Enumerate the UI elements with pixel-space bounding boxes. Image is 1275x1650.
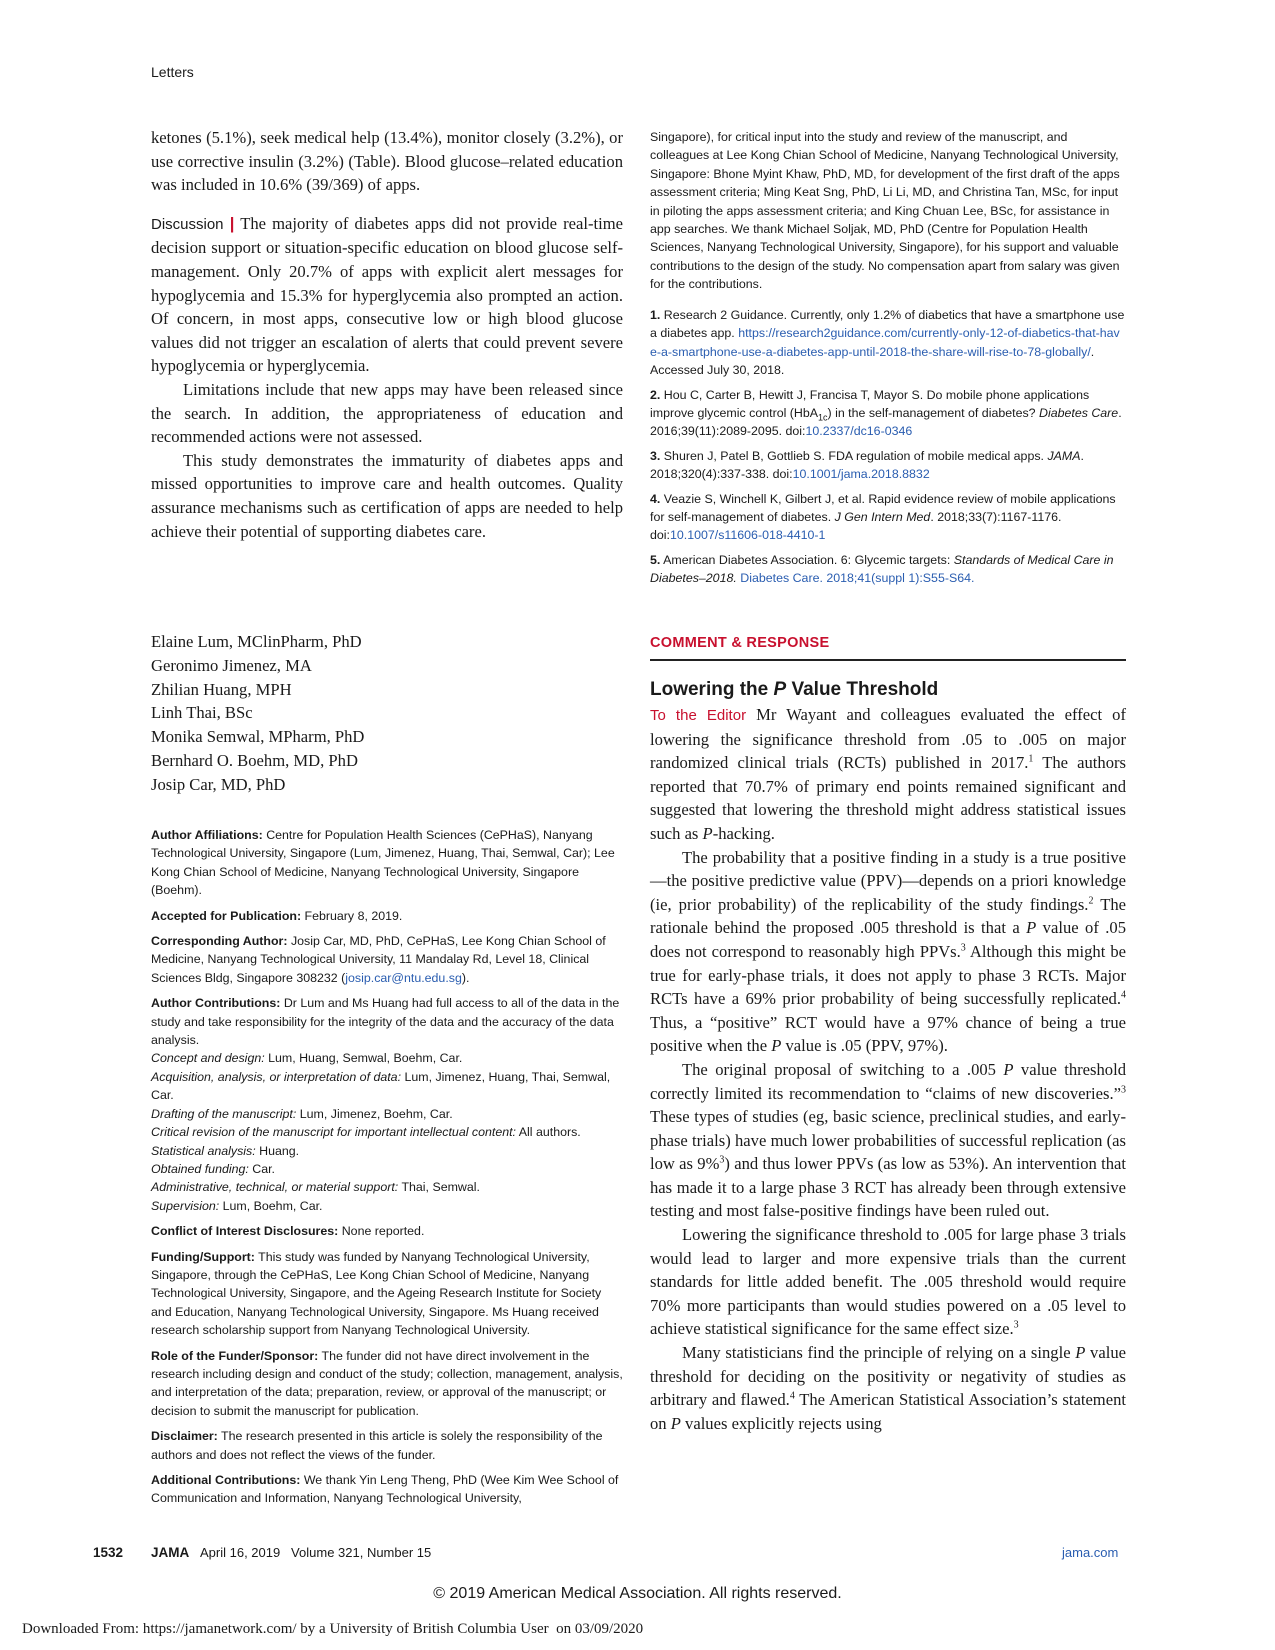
section-rule: [650, 659, 1126, 661]
discussion-text: The majority of diabetes apps did not provide real-time decision support or situation-specific education on blood glucose self-management. Only 20.7% of apps with explicit alert messages for hypoglycemia and 15.3% for hyperglycemia also prompted an action. Of concern, in most apps, consecutive low or high blood glucose values did not trigger an escalation of alerts that could prevent severe hypoglycemia or hyperglycemia.: [151, 213, 623, 376]
paragraph-letter-5: Many statisticians find the principle of relying on a single P value threshold for deciding on the positivity or negativity of studies as arbitrary and flawed.$^4$ The American Statistical Association’s statement on P values explicitly rejects using: [650, 1343, 1126, 1433]
paragraph-letter-1: To the Editor Mr Wayant and colleagues evaluated the effect of lowering the significance threshold from .05 to .005 on major randomized clinical trials (RCTs) published in 2017.$^1$ The authors reported that 70.7% of primary end points remained significant and suggested that lowering the threshold might address statistical issues such as P-hacking.: [650, 705, 1126, 843]
author-name: Josip Car, MD, PhD: [151, 774, 286, 794]
article-title: Lowering the P Value Threshold: [650, 679, 939, 700]
reference-doi-link[interactable]: 10.2337/dc16-0346: [805, 424, 913, 439]
reference-link[interactable]: https://research2guidance.com/currently-only-12-of-diabetics-that-have-a-smartphone-use-a-diabetes-app-until-2018-the-share-will-rise-to-78-globally/: [650, 326, 1120, 359]
right-top: [650, 128, 1126, 301]
accepted-for-publication: Accepted for Publication: February 8, 2019.: [151, 908, 403, 923]
left-body: [151, 126, 623, 543]
corresponding-author: Corresponding Author: Josip Car, MD, PhD, CePHaS, Lee Kong Chian School of Medicine, Nanyang Technological University, 11 Mandalay Rd, Level 18, Clinical Sciences Bldg, Singapore 308232 (josip.car@ntu.edu.sg).: [151, 934, 606, 985]
additional-contributions: Additional Contributions: We thank Yin Leng Theng, PhD (Wee Kim Wee School of Communication and Information, Nanyang Technological University,: [151, 1473, 619, 1506]
reference-item: 5. American Diabetes Association. 6: Glycemic targets: Standards of Medical Care in Diabetes–2018. Diabetes Care. 2018;41(suppl 1):S55-S64.: [650, 552, 1114, 586]
section-label: Letters: [151, 64, 194, 80]
discussion-separator: |: [229, 213, 235, 233]
comment-response-heading: COMMENT & RESPONSE: [650, 635, 830, 651]
article-information: [151, 826, 623, 1515]
conflict-of-interest: Conflict of Interest Disclosures: None reported.: [151, 1224, 425, 1239]
right-body: [650, 703, 1126, 1435]
reference-doi-link[interactable]: 10.1007/s11606-018-4410-1: [669, 528, 826, 543]
reference-doi-link[interactable]: 10.1001/jama.2018.8832: [792, 467, 930, 482]
paragraph-letter-3: The original proposal of switching to a .005 P value threshold correctly limited its recommendation to “claims of new discoveries.”$^3$ These types of studies (eg, basic science, preclinical studies, and early-phase trials) have much lower probabilities of successful replication (as low as 9%$^3$) and thus lower PPVs (as low as 53%). An intervention that has made it to a large phase 3 RCT has already been through extensive testing and most false-positive findings have been ruled out.: [650, 1059, 1126, 1221]
page-number: 1532: [93, 1545, 124, 1560]
issue-info: April 16, 2019 Volume 321, Number 15: [200, 1545, 432, 1560]
paragraph-results-end: ketones (5.1%), seek medical help (13.4%), monitor closely (3.2%), or use corrective insulin (3.2%) (Table). Blood glucose–related education was included in 10.6% (39/369) of apps.: [151, 128, 623, 195]
author-affiliations: Author Affiliations: Centre for Population Health Sciences (CePHaS), Nanyang Technological University, Singapore (Lum, Jimenez, Huang, Thai, Semwal, Car); Lee Kong Chian School of Medicine, Nanyang Technological University, Singapore (Boehm).: [151, 828, 615, 898]
author-list: [151, 630, 623, 797]
reference-item: 3. Shuren J, Patel B, Gottlieb S. FDA regulation of mobile medical apps. JAMA. 2018;320(4):337-338. doi:10.1001/jama.2018.8832: [650, 448, 1084, 482]
paragraph-limitations: Limitations include that new apps may have been released since the search. In addition, the appropriateness of education and recommended actions were not assessed.: [151, 379, 623, 447]
reference-item: 2. Hou C, Carter B, Hewitt J, Francisa T, Mayor S. Do mobile phone applications improve glycemic control (HbA$_{1c}$) in the self-management of diabetes? Diabetes Care. 2016;39(11):2089-2095. doi:10.2337/dc16-0346: [650, 387, 1122, 439]
author-name: Linh Thai, BSc: [151, 703, 253, 723]
journal-site-link[interactable]: jama.com: [1062, 1545, 1119, 1560]
paragraph-conclusion: This study demonstrates the immaturity of diabetes apps and missed opportunities to improve care and health outcomes. Quality assurance mechanisms such as certification of apps are needed to help achieve their potential of supporting diabetes care.: [151, 450, 623, 541]
author-name: Geronimo Jimenez, MA: [151, 655, 312, 675]
reference-item: 4. Veazie S, Winchell K, Gilbert J, et al. Rapid evidence review of mobile applications for self-management of diabetes. J Gen Intern Med. 2018;33(7):1167-1176. doi:10.1007/s11606-018-4410-1: [650, 491, 1116, 543]
download-note: Downloaded From: https://jamanetwork.com/ by a University of British Columbia User on 03/09/2020: [22, 1621, 644, 1637]
discussion-label: Discussion: [151, 215, 224, 233]
reference-list: [650, 306, 1126, 594]
journal-name: JAMA: [151, 1545, 190, 1560]
copyright-notice: © 2019 American Medical Association. All rights reserved.: [433, 1585, 842, 1602]
paragraph-letter-4: Lowering the significance threshold to .005 for large phase 3 trials would lead to larger and more expensive trials than the current standards for little added benefit. The .005 threshold would require 70% more participants than would studies powered on a .05 level to achieve statistical significance for the same effect size.$^3$: [650, 1225, 1126, 1339]
paragraph-letter-2: The probability that a positive finding in a study is a true positive—the positive predictive value (PPV)—depends on a priori knowledge (ie, prior probability) of the replicability of the study findings.$^2$ The rationale behind the proposed .005 threshold is that a P value of .05 does not correspond to reasonably high PPVs.$^3$ Although this might be true for early-phase trials, it does not apply to phase 3 RCTs. Major RCTs have a 69% prior probability of being successfully replicated.$^4$ Thus, a “positive” RCT would have a 97% chance of being a true positive when the P value is .05 (PPV, 97%).: [650, 847, 1126, 1056]
additional-contributions-continued: Singapore), for critical input into the study and review of the manuscript, and colleagues at Lee Kong Chian School of Medicine, Nanyang Technological University, Singapore: Bhone Myint Khaw, PhD, MD, for development of the first draft of the apps assessment criteria; Ming Keat Sng, PhD, Li Li, MD, and Christina Tan, MSc, for input in piloting the apps assessment criteria; and King Chuan Lee, BSc, for assistance in app searches. We thank Michael Soljak, MD, PhD (Centre for Population Health Sciences, Nanyang Technological University, Singapore), for his support and valuable contributions to the design of the study. No compensation apart from salary was given for the contributions.: [650, 130, 1120, 292]
reference-item: 1. Research 2 Guidance. Currently, only 1.2% of diabetics that have a smartphone use a diabetes app. https://research2guidance.com/currently-only-12-of-diabetics-that-have-a-smartphone-use-a-diabetes-app-until-2018-the-share-will-rise-to-78-globally/. Accessed July 30, 2018.: [650, 308, 1125, 378]
author-name: Monika Semwal, MPharm, PhD: [151, 727, 365, 747]
reference-link[interactable]: Diabetes Care. 2018;41(suppl 1):S55-S64.: [740, 571, 975, 586]
author-name: Bernhard O. Boehm, MD, PhD: [151, 750, 358, 770]
author-name: Zhilian Huang, MPH: [151, 679, 292, 699]
funding-support: Funding/Support: This study was funded by Nanyang Technological University, Singapore, through the CePHaS, Lee Kong Chian School of Medicine, Nanyang Technological University, Singapore, and the Ageing Research Institute for Society and Education, Nanyang Technological University, Singapore. Ms Huang received research scholarship support from Nanyang Technological University.: [151, 1249, 602, 1338]
corresponding-email-link[interactable]: josip.car@ntu.edu.sg: [345, 970, 462, 985]
role-of-funder: Role of the Funder/Sponsor: The funder did not have direct involvement in the research including design and conduct of the study; collection, management, analysis, and interpretation of the data; preparation, review, or approval of the manuscript; or decision to submit the manuscript for publication.: [151, 1348, 623, 1418]
to-the-editor-label: To the Editor: [650, 707, 747, 724]
paragraph-discussion: [151, 212, 623, 378]
author-contributions: Author Contributions: Dr Lum and Ms Huang had full access to all of the data in the study and take responsibility for the integrity of the data and the accuracy of the data analysis. Concept and design: Lum, Huang, Semwal, Boehm, Car. Acquisition, analysis, or interpretation of data: Lum, Jimenez, Huang, Thai, Semwal, Car. Drafting of the manuscript: Lum, Jimenez, Boehm, Car. Critical revision of the manuscript for important intellectual content: All authors. Statistical analysis: Huang. Obtained funding: Car. Administrative, technical, or material support: Thai, Semwal. Supervision: Lum, Boehm, Car.: [151, 996, 620, 1213]
disclaimer: Disclaimer: The research presented in this article is solely the responsibility of the authors and does not reflect the views of the funder.: [151, 1429, 603, 1462]
author-name: Elaine Lum, MClinPharm, PhD: [151, 632, 362, 651]
